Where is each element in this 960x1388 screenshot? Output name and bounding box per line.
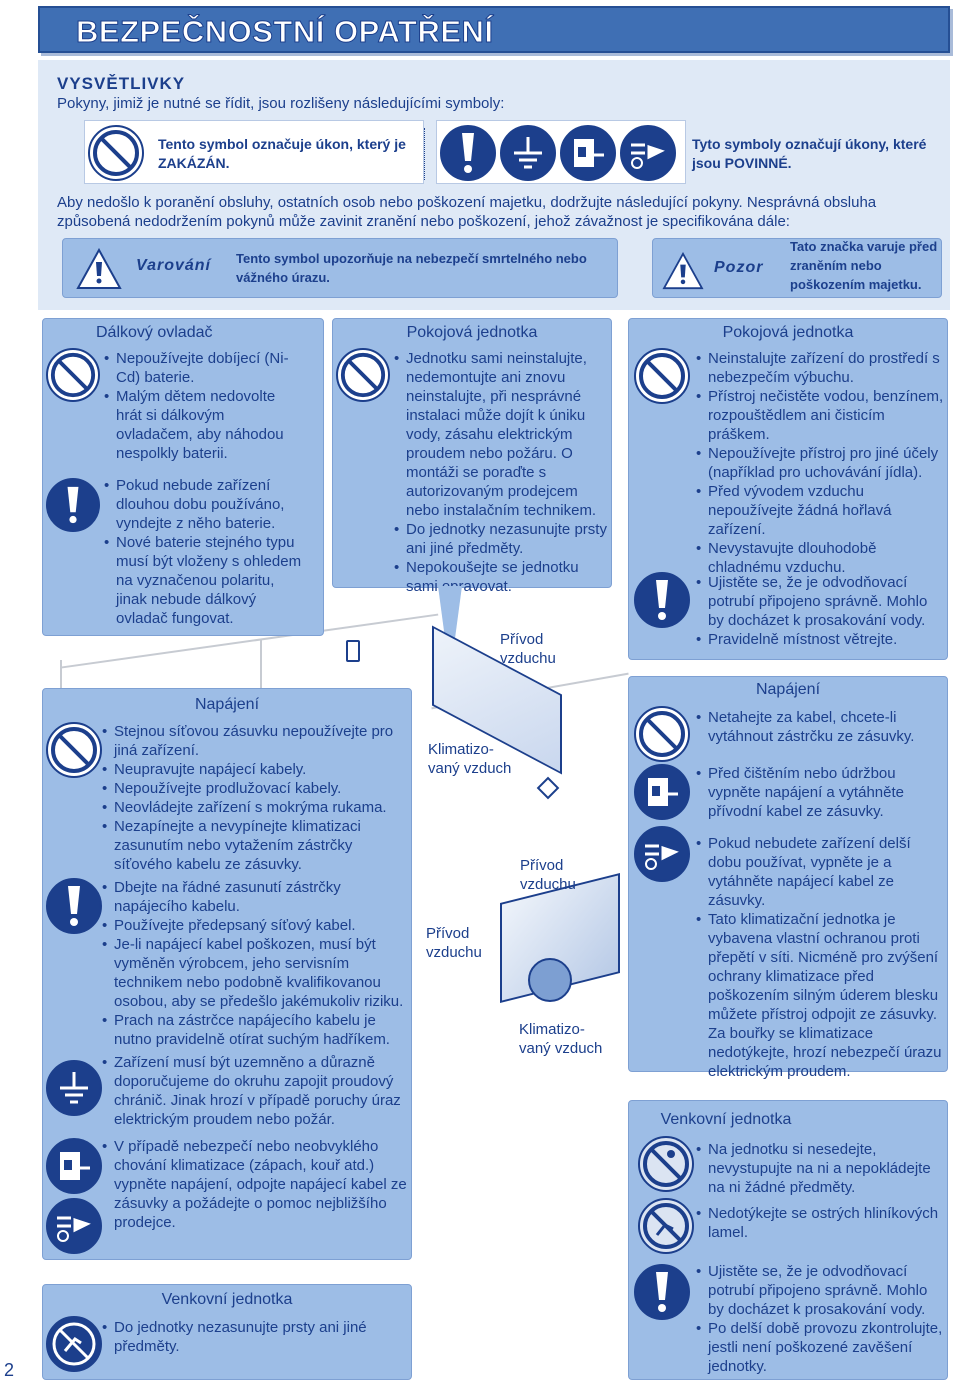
- list-item: • Je-li napájecí kabel poškozen, musí být vyměněn výrobcem, jeho servisním technikem nebo podobně kvalifikovanou osobou, aby se předešlo jakémukoliv riziku.: [102, 935, 408, 1011]
- list-item: • Používejte předepsaný síťový kabel.: [102, 916, 408, 935]
- list-item: • Neovládejte zařízení s mokrýma rukama.: [102, 798, 408, 817]
- outdoor-caution-nostep-list: [696, 1140, 936, 1197]
- no-touch-icon: [46, 1316, 102, 1372]
- list-item: • Pravidelně místnost větrejte.: [696, 630, 946, 649]
- list-item: • Malým dětem nedovolte hrát si dálkovým ovladačem, aby náhodou nespolkly baterii.: [104, 387, 304, 463]
- mandatory-icon: [440, 125, 496, 181]
- caution-text: Tato značka varuje před zraněním nebo poškozením majetku.: [790, 239, 938, 292]
- mandatory-text: Tyto symboly označují úkony, které jsou POVINNÉ.: [692, 136, 927, 171]
- unplug-icon: [634, 764, 690, 820]
- power-warning-heading: Napájení: [194, 696, 260, 713]
- list-item: • Přístroj nečistěte vodou, benzínem, rozpouštědlem ani čisticím práškem.: [696, 387, 946, 444]
- power-caution-unplug-list: [696, 764, 946, 821]
- warning-text: Tento symbol upozorňuje na nebezpečí smrtelného nebo vážného úrazu.: [236, 251, 587, 285]
- power-caution-heading: Napájení: [755, 681, 821, 698]
- power-warning-mandatory-list: [102, 878, 408, 1049]
- outdoor-caution-notouch-list: [696, 1204, 946, 1242]
- prohibition-icon: [46, 348, 100, 402]
- indoor-caution-prohibit-list: [696, 349, 946, 577]
- conditioned-label-1: Klimatizo-vaný vzduch: [428, 741, 512, 777]
- intake-label-1: Přívod vzduchu: [500, 631, 556, 667]
- prohibition-icon: [336, 348, 390, 402]
- list-item: • Nepokoušejte se jednotku sami opravovat.: [394, 558, 608, 596]
- intake-label-2: Přívod vzduchu: [520, 857, 576, 893]
- plug-icon: [620, 125, 676, 181]
- conditioned-label-2: Klimatizo-vaný vzduch: [519, 1021, 603, 1057]
- list-item: • Po delší době provozu zkontrolujte, jestli není poškozené zavěšení jednotky.: [696, 1319, 946, 1376]
- legend-intro2: Aby nedošlo k poranění obsluhy, ostatních osob nebo poškození majetku, dodržujte následující pokyny. Nesprávná obsluha způsobená nedodržením pokynů může zavinit zranění nebo poškození, jehož závažnost je specifikována dále:: [57, 194, 877, 230]
- indoor-caution-mandatory-list: [696, 573, 946, 649]
- list-item: • Ujistěte se, že je odvodňovací potrubí připojeno správně. Mohlo by docházet k prosakování vody.: [696, 573, 946, 630]
- indoor-unit-lamp: [537, 777, 560, 800]
- list-item: • Neupravujte napájecí kabely.: [102, 760, 408, 779]
- remote-mandatory-list: [104, 476, 304, 628]
- plug-icon: [46, 1198, 102, 1254]
- no-touch-fins-icon: [638, 1198, 694, 1254]
- ground-icon: [500, 125, 556, 181]
- outdoor-warning-heading: Venkovní jednotka: [161, 1291, 293, 1308]
- list-item: • Nepoužívejte přístroj pro jiné účely (například pro uchovávání jídla).: [696, 444, 946, 482]
- plug-icon: [634, 826, 690, 882]
- legend-intro: Pokyny, jimiž je nutné se řídit, jsou rozlišeny následujícími symboly:: [57, 95, 505, 112]
- list-item: • Stejnou síťovou zásuvku nepoužívejte pro jiná zařízení.: [102, 722, 408, 760]
- mandatory-icon: [46, 478, 100, 532]
- indoor-warning-list: [394, 349, 608, 596]
- list-item: • Ujistěte se, že je odvodňovací potrubí připojeno správně. Mohlo by docházet k prosakování vody.: [696, 1262, 946, 1319]
- list-item: • Nevystavujte dlouhodobě chladnému vzduchu.: [696, 539, 946, 577]
- list-item: • Nezapínejte a nevypínejte klimatizaci zasunutím nebo vytažením zástrčky síťového kabelu ze zásuvky.: [102, 817, 408, 874]
- list-item: • V případě nebezpečí nebo neobvyklého chování klimatizace (zápach, kouř atd.) vypněte napájení, odpojte napájecí kabel ze zásuvky a požádejte o pomoc nejbližšího prodejce.: [102, 1137, 408, 1232]
- list-item: • Nepoužívejte prodlužovací kabely.: [102, 779, 408, 798]
- warning-triangle-icon: [76, 248, 122, 295]
- prohibition-icon: [634, 348, 690, 404]
- power-caution-prohibit-list: [696, 708, 946, 746]
- prohibited-text: Tento symbol označuje úkon, který je ZAKÁZÁN.: [158, 136, 406, 171]
- intake-label-3: Přívod vzduchu: [426, 925, 482, 961]
- power-warning-ground-list: [102, 1053, 408, 1129]
- list-item: • Nové baterie stejného typu musí být vloženy s ohledem na vyznačenou polaritu, jinak nebude dálkový ovladač fungovat.: [104, 533, 304, 628]
- list-item: • Tato klimatizační jednotka je vybavena vlastní ochranou proti přepětí v síti. Nicméně pro zvýšení ochrany klimatizace před poškozením silným úderem blesku můžete přístroj odpojit ze zásuvky. Za bouřky se klimatizace nedotýkejte, hrozí nebezpečí úrazu elektrickým proudem.: [696, 910, 946, 1081]
- list-item: • Do jednotky nezasunujte prsty ani jiné předměty.: [394, 520, 608, 558]
- caution-triangle-icon: [662, 252, 704, 295]
- list-item: • Na jednotku si nesedejte, nevystupujte na ni a nepokládejte na ni žádné předměty.: [696, 1140, 936, 1197]
- remote-heading: Dálkový ovladač: [96, 324, 213, 341]
- list-item: • Před vývodem vzduchu nepoužívejte žádná hořlavá zařízení.: [696, 482, 946, 539]
- remote-control-illustration: [346, 640, 360, 662]
- mandatory-icon: [634, 572, 690, 628]
- legend-heading: VYSVĚTLIVKY: [57, 74, 186, 93]
- ground-icon: [46, 1060, 102, 1116]
- list-item: • Zařízení musí být uzemněno a důrazně doporučujeme do okruhu zapojit proudový chránič. Jinak hrozí v případě poruchy úraz elektrickým proudem nebo požár.: [102, 1053, 408, 1129]
- outdoor-caution-mandatory-list: [696, 1262, 946, 1376]
- outdoor-unit-fan: [528, 958, 572, 1002]
- title-banner: [38, 6, 950, 53]
- unplug-icon: [46, 1138, 102, 1194]
- outdoor-warning-list: [102, 1318, 402, 1356]
- unplug-icon: [560, 125, 616, 181]
- list-item: • Netahejte za kabel, chcete-li vytáhnout zástrčku ze zásuvky.: [696, 708, 946, 746]
- power-warning-unplug-list: [102, 1137, 408, 1232]
- power-warning-prohibit-list: [102, 722, 408, 874]
- list-item: • Jednotku sami neinstalujte, nedemontujte ani znovu neinstalujte, při nesprávné instalaci může dojít k úniku vody, zásahu elektrickým proudem nebo požáru. O montáži se poraďte s autorizovaným prodejcem nebo instalačním technikem.: [394, 349, 608, 520]
- indoor-caution-heading: Pokojová jednotka: [722, 324, 854, 341]
- list-item: • Dbejte na řádné zasunutí zástrčky napájecího kabelu.: [102, 878, 408, 916]
- remote-prohibit-list: [104, 349, 304, 463]
- list-item: • Prach na zástrčce napájecího kabelu je nutno pravidelně otírat suchým hadříkem.: [102, 1011, 408, 1049]
- caution-label: Pozor: [714, 259, 764, 276]
- warning-label: Varování: [136, 257, 211, 274]
- list-item: • Nepoužívejte dobíjecí (Ni-Cd) baterie.: [104, 349, 304, 387]
- list-item: • Pokud nebude zařízení dlouhou dobu používáno, vyndejte z něho baterie.: [104, 476, 304, 533]
- list-item: • Do jednotky nezasunujte prsty ani jiné předměty.: [102, 1318, 402, 1356]
- page-title: BEZPEČNOSTNÍ OPATŘENÍ: [76, 14, 494, 49]
- indoor-warning-heading: Pokojová jednotka: [406, 324, 538, 341]
- list-item: • Před čištěním nebo údržbou vypněte napájení a vytáhněte přívodní kabel ze zásuvky.: [696, 764, 946, 821]
- mandatory-icon: [634, 1264, 690, 1320]
- prohibition-icon: [634, 706, 690, 762]
- list-item: • Nedotýkejte se ostrých hliníkových lamel.: [696, 1204, 946, 1242]
- page-number: 2: [4, 1360, 15, 1380]
- list-item: • Pokud nebudete zařízení delší dobu používat, vypněte je a vytáhněte napájecí kabel ze zásuvky.: [696, 834, 946, 910]
- legend-divider: [424, 128, 425, 180]
- list-item: • Neinstalujte zařízení do prostředí s nebezpečím výbuchu.: [696, 349, 946, 387]
- no-step-icon: [638, 1136, 694, 1192]
- outdoor-caution-heading: Venkovní jednotka: [660, 1111, 792, 1128]
- prohibition-icon: [46, 722, 102, 778]
- mandatory-icon: [46, 878, 102, 934]
- power-caution-lightning-list: [696, 834, 946, 1081]
- prohibition-icon: [88, 125, 144, 181]
